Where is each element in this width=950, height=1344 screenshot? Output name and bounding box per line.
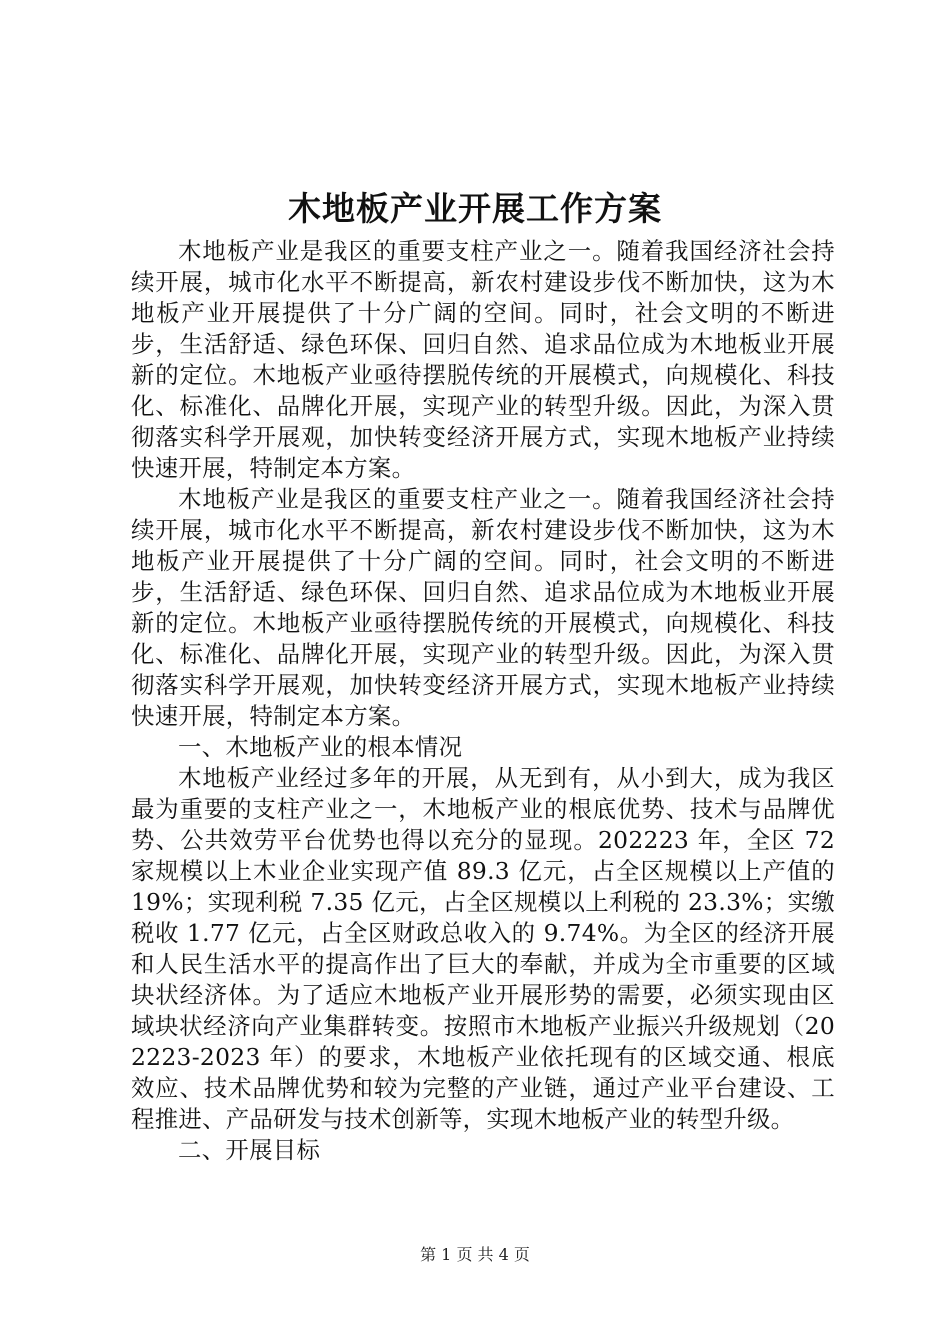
section-heading-1: 一、木地板产业的根本情况 bbox=[178, 733, 463, 761]
section-heading-2: 二、开展目标 bbox=[178, 1136, 321, 1164]
intro-paragraph-2: 木地板产业是我区的重要支柱产业之一。随着我国经济社会持续开展，城市化水平不断提高，新农村建设步伐不断加快，这为木地板产业开展提供了十分广阔的空间。同时，社会文明的不断进步，生活舒适、绿色环保、回归自然、追求品位成为木地板业开展新的定位。木地板产业亟待摆脱传统的开展模式，向规模化、科技化、标准化、品牌化开展，实现产业的转型升级。因此，为深入贯彻落实科学开展观，加快转变经济开展方式，实现木地板产业持续快速开展，特制定本方案。 bbox=[131, 485, 835, 730]
section-1-paragraph: 木地板产业经过多年的开展，从无到有，从小到大，成为我区最为重要的支柱产业之一，木地板产业的根底优势、技术与品牌优势、公共效劳平台优势也得以充分的显现。202223 年，全区 72 家规模以上木业企业实现产值 89.3 亿元，占全区规模以上产值的 19%；实现利税 7.35 亿元，占全区规模以上利税的 23.3%；实缴税收 1.77 亿元，占全区财政总收入的 9.74%。为全区的经济开展和人民生活水平的提高作出了巨大的奉献，并成为全市重要的区域块状经济体。为了适应木地板产业开展形势的需要，必须实现由区域块状经济向产业集群转变。按照市木地板产业振兴升级规划（202223-2023 年）的要求，木地板产业依托现有的区域交通、根底效应、技术品牌优势和较为完整的产业链，通过产业平台建设、工程推进、产品研发与技术创新等，实现木地板产业的转型升级。 bbox=[131, 764, 835, 1133]
intro-paragraph-1: 木地板产业是我区的重要支柱产业之一。随着我国经济社会持续开展，城市化水平不断提高，新农村建设步伐不断加快，这为木地板产业开展提供了十分广阔的空间。同时，社会文明的不断进步，生活舒适、绿色环保、回归自然、追求品位成为木地板业开展新的定位。木地板产业亟待摆脱传统的开展模式，向规模化、科技化、标准化、品牌化开展，实现产业的转型升级。因此，为深入贯彻落实科学开展观，加快转变经济开展方式，实现木地板产业持续快速开展，特制定本方案。 bbox=[131, 237, 835, 482]
page-footer: 第 1 页 共 4 页 bbox=[420, 1245, 530, 1264]
document-body bbox=[131, 236, 835, 1166]
document-title: 木地板产业开展工作方案 bbox=[288, 189, 662, 228]
